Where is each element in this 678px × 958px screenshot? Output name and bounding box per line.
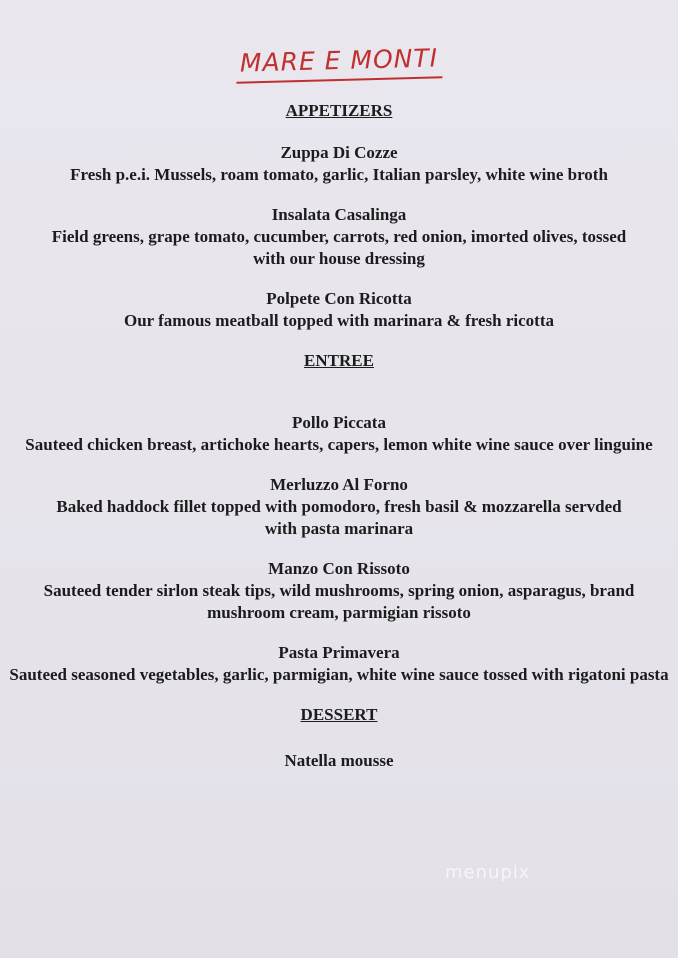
menu-item — [0, 642, 678, 686]
menu-item — [0, 558, 678, 624]
item-name: Manzo Con Rissoto — [268, 559, 410, 578]
watermark: menupix — [445, 862, 531, 883]
item-name: Natella mousse — [284, 751, 394, 770]
menu-item — [0, 412, 678, 456]
section-heading: APPETIZERS — [285, 101, 393, 120]
item-name: Zuppa Di Cozze — [280, 143, 398, 162]
item-name: Polpete Con Ricotta — [266, 289, 412, 308]
menu-title: MARE E MONTI — [236, 43, 443, 83]
item-description: Baked haddock fillet topped with pomodoro, fresh basil & mozzarella servded with pasta marinara — [56, 497, 622, 538]
item-description: Our famous meatball topped with marinara & fresh ricotta — [123, 311, 554, 330]
section-heading: ENTREE — [304, 351, 374, 370]
item-description: Sauteed seasoned vegetables, garlic, parmigian, white wine sauce tossed with rigatoni pasta — [9, 665, 669, 684]
item-name: Insalata Casalinga — [271, 205, 407, 224]
section-heading: DESSERT — [300, 705, 378, 724]
menu-item — [0, 288, 678, 332]
section-dessert — [0, 704, 678, 726]
item-name: Merluzzo Al Forno — [270, 475, 408, 494]
item-description: Field greens, grape tomato, cucumber, carrots, red onion, imorted olives, tossed with our house dressing — [51, 227, 627, 268]
menu-content — [0, 100, 678, 790]
section-entree — [0, 350, 678, 372]
menu-item — [0, 142, 678, 186]
item-description: Sauteed tender sirlon steak tips, wild mushrooms, spring onion, asparagus, brand mushroom cream, parmigian rissoto — [43, 581, 635, 622]
menu-item — [0, 750, 678, 772]
item-description: Fresh p.e.i. Mussels, roam tomato, garlic, Italian parsley, white wine broth — [70, 165, 608, 184]
item-name: Pollo Piccata — [292, 413, 386, 432]
item-description: Sauteed chicken breast, artichoke hearts, capers, lemon white wine sauce over linguine — [25, 435, 653, 454]
item-name: Pasta Primavera — [278, 643, 400, 662]
section-appetizers — [0, 100, 678, 122]
menu-item — [0, 204, 678, 270]
title-wrap — [0, 43, 678, 81]
menu-item — [0, 474, 678, 540]
